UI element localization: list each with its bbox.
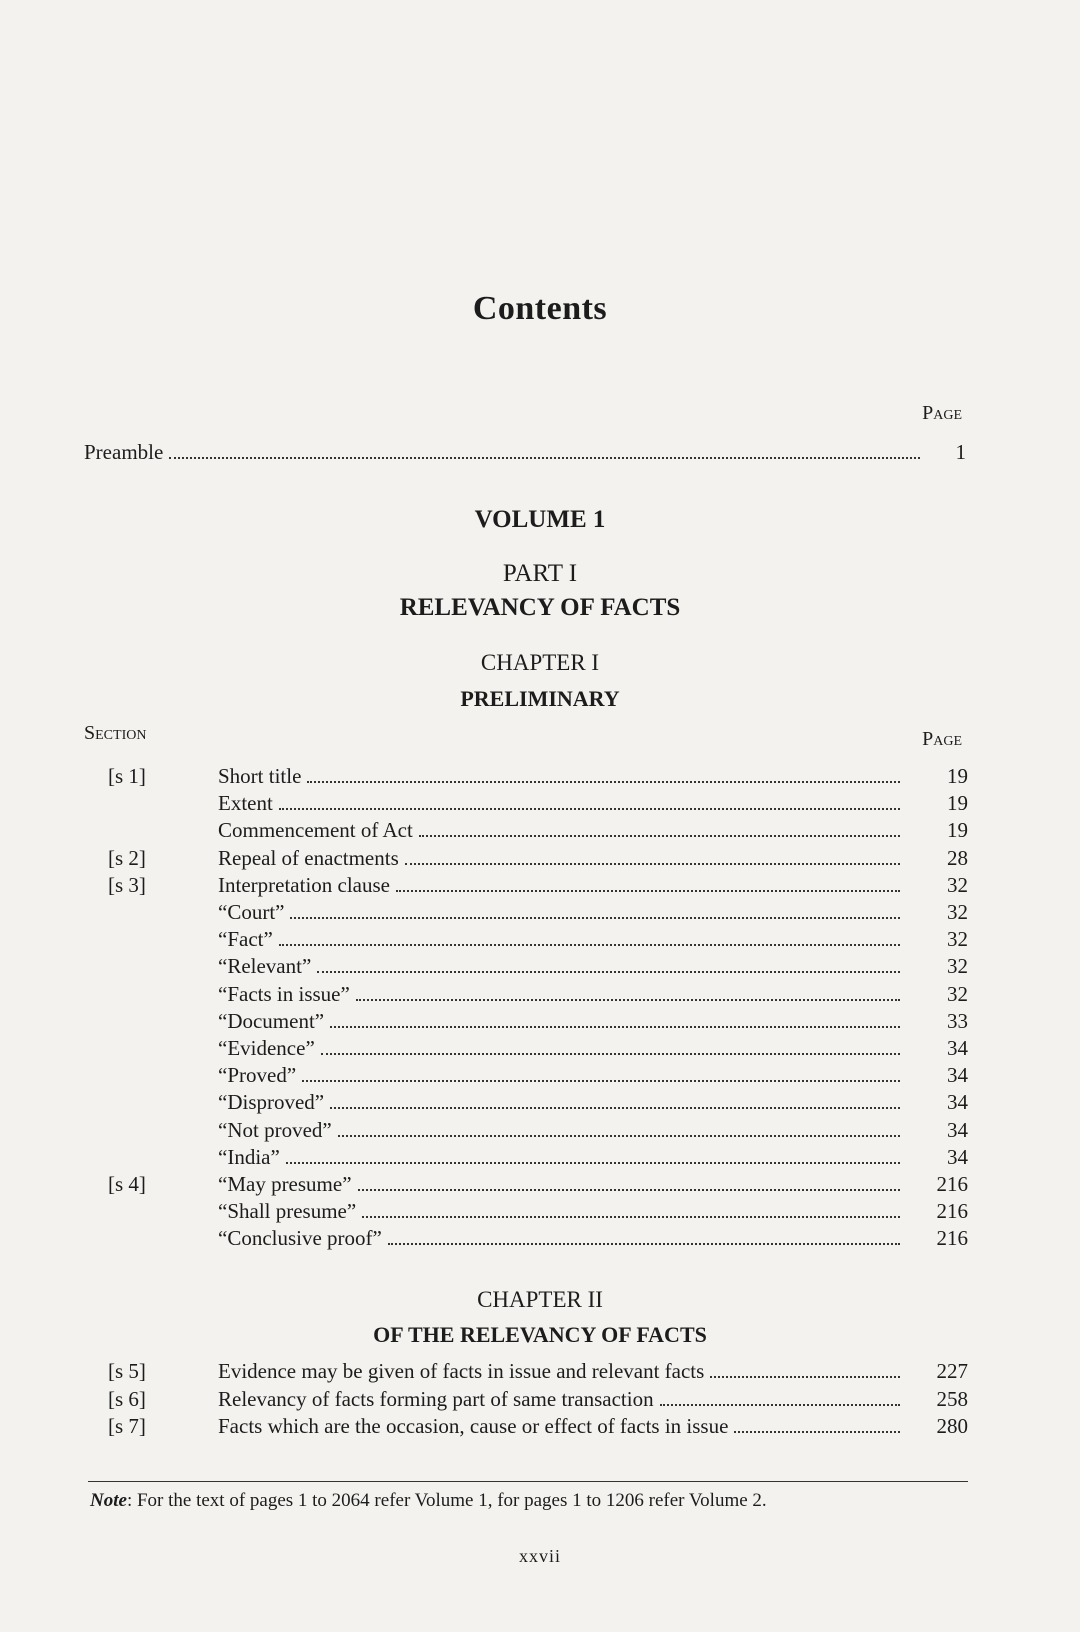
section-number: [s 4] bbox=[108, 1172, 146, 1196]
entry-page: 216 bbox=[936, 1199, 968, 1224]
entry-title: Evidence may be given of facts in issue and relevant facts bbox=[218, 1359, 705, 1383]
toc-row bbox=[0, 1226, 1080, 1253]
entry bbox=[218, 954, 906, 979]
entry bbox=[218, 982, 906, 1007]
toc-row bbox=[0, 873, 1080, 900]
leader-dots bbox=[362, 1216, 900, 1218]
toc-row bbox=[0, 818, 1080, 845]
entry-page: 32 bbox=[947, 900, 968, 924]
toc-row bbox=[0, 1172, 1080, 1199]
entry-title: “Facts in issue” bbox=[218, 981, 350, 1006]
toc-row bbox=[0, 1036, 1080, 1063]
preamble-entry bbox=[84, 440, 966, 465]
entry-title: “Conclusive proof” bbox=[218, 1226, 382, 1251]
entry-title: “Not proved” bbox=[218, 1117, 332, 1142]
entry bbox=[218, 1009, 906, 1034]
entry bbox=[218, 873, 906, 898]
toc-row bbox=[0, 1118, 1080, 1145]
volume-heading: VOLUME 1 bbox=[474, 506, 606, 533]
toc-row bbox=[0, 954, 1080, 981]
entry-title: Extent bbox=[218, 791, 273, 816]
entry bbox=[218, 764, 906, 789]
entry-title: “Shall presume” bbox=[218, 1199, 357, 1224]
entry-page: 32 bbox=[947, 954, 968, 979]
entry bbox=[218, 1036, 906, 1061]
entry bbox=[218, 791, 906, 816]
entry-page: 216 bbox=[936, 1226, 968, 1251]
entry bbox=[218, 1145, 906, 1170]
chapter-1-label: CHAPTER I bbox=[480, 650, 600, 675]
entry-title: “Relevant” bbox=[218, 954, 312, 979]
entry-page: 19 bbox=[947, 764, 968, 788]
entry-page: 28 bbox=[947, 845, 968, 870]
toc-row bbox=[0, 1387, 1080, 1414]
entry-page: 216 bbox=[936, 1172, 968, 1196]
section-number: [s 1] bbox=[108, 764, 146, 788]
entry-page: 19 bbox=[947, 818, 968, 843]
entry bbox=[218, 1063, 906, 1088]
leader-dots bbox=[330, 1026, 900, 1028]
entry-page: 258 bbox=[936, 1386, 968, 1411]
entry bbox=[218, 1226, 906, 1251]
entry-title: “Court” bbox=[218, 900, 285, 924]
toc-row bbox=[0, 900, 1080, 927]
toc-row bbox=[0, 1199, 1080, 1226]
section-number: [s 6] bbox=[108, 1386, 146, 1411]
page-number: xxvii bbox=[518, 1546, 561, 1566]
chapter-2-title: OF THE RELEVANCY OF FACTS bbox=[373, 1322, 707, 1347]
entry bbox=[218, 900, 906, 925]
leader-dots bbox=[358, 1189, 900, 1191]
entry bbox=[218, 1359, 906, 1384]
toc-row bbox=[0, 1090, 1080, 1117]
entry-page: 32 bbox=[947, 872, 968, 897]
note-text: : For the text of pages 1 to 2064 refer Volume 1, for pages 1 to 1206 refer Volume 2. bbox=[126, 1490, 767, 1511]
entry-title: “Disproved” bbox=[218, 1090, 325, 1115]
toc-row bbox=[0, 1063, 1080, 1090]
entry-title: Interpretation clause bbox=[218, 872, 390, 897]
entry-title: Short title bbox=[218, 764, 302, 788]
entry bbox=[218, 1414, 906, 1439]
leader-dots bbox=[169, 457, 920, 459]
entry bbox=[218, 818, 906, 843]
leader-dots bbox=[405, 863, 900, 865]
entry-title: “Fact” bbox=[218, 927, 273, 952]
note-lead: Note bbox=[90, 1490, 127, 1511]
preamble-label: Preamble bbox=[84, 440, 164, 464]
toc-row bbox=[0, 791, 1080, 818]
section-number: [s 3] bbox=[108, 872, 146, 897]
entry-title: “India” bbox=[218, 1144, 280, 1169]
entry-title: “Document” bbox=[218, 1008, 325, 1033]
entry-page: 34 bbox=[947, 1090, 968, 1115]
chapter-1-title: PRELIMINARY bbox=[460, 686, 620, 711]
page-column-heading: Page bbox=[922, 402, 962, 424]
entry bbox=[218, 1090, 906, 1115]
leader-dots bbox=[660, 1404, 900, 1406]
entry-page: 34 bbox=[947, 1144, 968, 1169]
entry bbox=[218, 846, 906, 871]
preamble-page: 1 bbox=[955, 440, 966, 464]
leader-dots bbox=[710, 1376, 900, 1378]
leader-dots bbox=[317, 971, 900, 973]
toc-row bbox=[0, 764, 1080, 791]
part-title: RELEVANCY OF FACTS bbox=[399, 594, 681, 621]
leader-dots bbox=[419, 835, 900, 837]
entry-title: “Proved” bbox=[218, 1063, 297, 1088]
page-column-heading-2: Page bbox=[922, 728, 962, 750]
toc-row bbox=[0, 1414, 1080, 1441]
leader-dots bbox=[330, 1107, 900, 1109]
toc-row bbox=[0, 927, 1080, 954]
leader-dots bbox=[338, 1135, 900, 1137]
toc-row bbox=[0, 1009, 1080, 1036]
part-heading: PART I bbox=[502, 560, 578, 587]
entry-page: 34 bbox=[947, 1063, 968, 1088]
leader-dots bbox=[302, 1080, 900, 1082]
entry-page: 34 bbox=[947, 1117, 968, 1142]
leader-dots bbox=[279, 944, 900, 946]
leader-dots bbox=[286, 1162, 900, 1164]
entry-title: Repeal of enactments bbox=[218, 845, 399, 870]
entry-page: 32 bbox=[947, 927, 968, 952]
entry-page: 227 bbox=[936, 1359, 968, 1383]
leader-dots bbox=[396, 890, 900, 892]
section-number: [s 5] bbox=[108, 1359, 146, 1383]
leader-dots bbox=[356, 999, 900, 1001]
entry-page: 34 bbox=[947, 1036, 968, 1060]
section-number: [s 7] bbox=[108, 1414, 146, 1438]
entry-page: 19 bbox=[947, 791, 968, 816]
leader-dots bbox=[279, 808, 900, 810]
toc-row bbox=[0, 1359, 1080, 1386]
entry-page: 280 bbox=[936, 1414, 968, 1438]
section-column-heading: Section bbox=[84, 722, 147, 744]
entry bbox=[218, 927, 906, 952]
chapter-2-label: CHAPTER II bbox=[477, 1287, 603, 1312]
leader-dots bbox=[307, 781, 900, 783]
footnote-rule bbox=[88, 1481, 968, 1482]
entry-title: “Evidence” bbox=[218, 1036, 315, 1060]
entry-page: 33 bbox=[947, 1008, 968, 1033]
toc-row bbox=[0, 846, 1080, 873]
entry-title: “May presume” bbox=[218, 1172, 352, 1196]
toc-row bbox=[0, 1145, 1080, 1172]
leader-dots bbox=[321, 1053, 900, 1055]
leader-dots bbox=[290, 917, 900, 919]
entry-page: 32 bbox=[947, 981, 968, 1006]
entry bbox=[218, 1199, 906, 1224]
footnote bbox=[90, 1490, 767, 1512]
section-number: [s 2] bbox=[108, 845, 146, 870]
page-title: Contents bbox=[472, 290, 608, 327]
entry-title: Commencement of Act bbox=[218, 818, 413, 843]
entry-title: Facts which are the occasion, cause or effect of facts in issue bbox=[218, 1414, 729, 1438]
leader-dots bbox=[388, 1243, 900, 1245]
leader-dots bbox=[734, 1431, 900, 1433]
entry-title: Relevancy of facts forming part of same transaction bbox=[218, 1386, 654, 1411]
entry bbox=[218, 1118, 906, 1143]
entry bbox=[218, 1172, 906, 1197]
toc-row bbox=[0, 982, 1080, 1009]
entry bbox=[218, 1387, 906, 1412]
